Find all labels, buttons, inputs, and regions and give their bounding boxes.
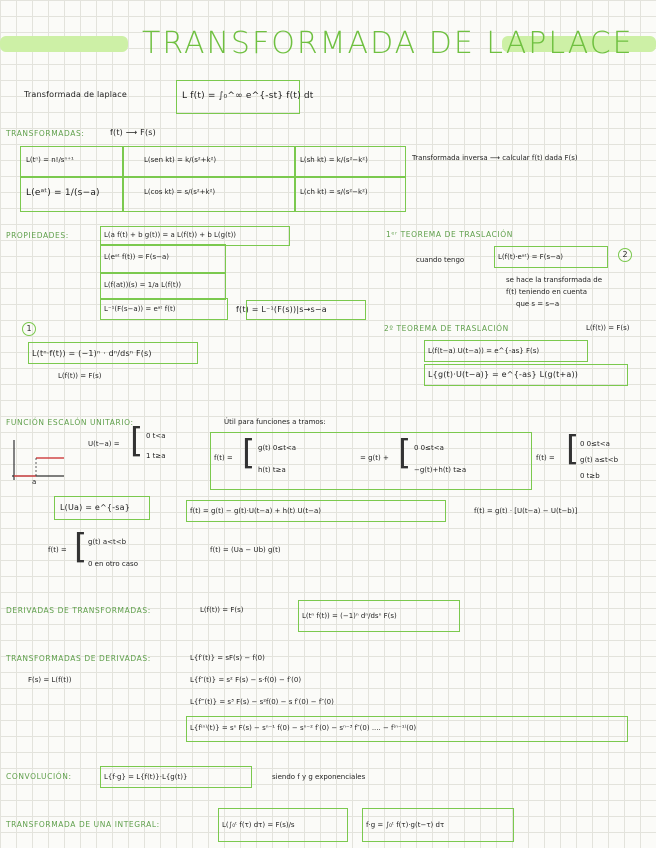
step-short-lhs: f(t) = (48, 546, 67, 554)
step-eq2: = g(t) + (360, 454, 389, 462)
property-result: f(t) = L⁻¹(F(s))|s→s−a (236, 305, 327, 314)
deriv-transf-left: L(f(t)) = F(s) (200, 606, 244, 614)
step-graph (8, 436, 68, 486)
transforms-divider-v1 (122, 146, 124, 212)
step-piece3-row-3: 0 t≥b (580, 472, 600, 480)
deriv-transf-formula: L(tⁿ f(t)) = (−1)ⁿ dⁿ/dsⁿ F(s) (302, 612, 397, 620)
translation1-marker: 2 (618, 248, 632, 262)
step-short-row-2: 0 en otro caso (88, 560, 138, 568)
step-useful: Útil para funciones a tramos: (224, 418, 326, 426)
inverse-note: Transformada inversa ⟶ calcular f(t) dada F(s) (412, 154, 578, 162)
step-piece3-row-1: 0 0≤t<a (580, 440, 610, 448)
translation1-note-2: f(t) teniendo en cuenta (506, 288, 588, 296)
translation1-when: cuando tengo (416, 256, 465, 264)
integral-conv: f·g = ∫₀ᵗ f(τ)·g(t−τ) dτ (366, 821, 445, 829)
step-piece-row-2: h(t) t≥a (258, 466, 286, 474)
translation1-formula: L(f(t)·eᵃᵗ) = F(s−a) (498, 253, 563, 261)
step-piece2-row-1: 0 0≤t<a (414, 444, 444, 452)
step-lap: L(Ua) = e^{-sa} (60, 503, 131, 512)
step-piece3-brace: [ (566, 429, 580, 469)
translation2-header: 2º TEOREMA DE TRASLACIÓN (384, 324, 509, 333)
property-exp: L(eᵃᵗ f(t)) = F(s−a) (104, 253, 169, 261)
step-expr2: f(t) = g(t) · [U(t−a) − U(t−b)] (474, 507, 578, 515)
translation1-note-1: se hace la transformada de (506, 276, 603, 284)
step-piece-row-1: g(t) 0≤t<a (258, 444, 297, 452)
transf-deriv-row-2: L{f″(t)} = s² F(s) − s·f(0) − f′(0) (190, 676, 302, 684)
transforms-divider-h (20, 176, 406, 178)
step-def-row-1: 0 t<a (146, 432, 166, 440)
step-short-row-1: g(t) a<t<b (88, 538, 127, 546)
property-linear: L(a f(t) + b g(t)) = a L(f(t)) + b L(g(t)) (104, 231, 237, 239)
transf-deriv-row-1: L{f′(t)} = sF(s) − f(0) (190, 654, 265, 662)
step-piece3-row-2: g(t) a≤t<b (580, 456, 619, 464)
transform-cell-tn: L(tⁿ) = n!/sⁿ⁺¹ (26, 156, 74, 164)
translation2-f2: L{g(t)·U(t−a)} = e^{-as} L(g(t+a)) (428, 370, 579, 379)
step-short-res: f(t) = (Ua − Ub) g(t) (210, 546, 281, 554)
step-expr: f(t) = g(t) − g(t)·U(t−a) + h(t) U(t−a) (190, 507, 321, 515)
page-title: TRANSFORMADA DE LAPLACE (142, 26, 634, 61)
step-piece2-row-2: −g(t)+h(t) t≥a (414, 466, 467, 474)
convolution-note: siendo f y g exponenciales (272, 773, 366, 781)
intro-formula: L f(t) = ∫₀^∞ e^{-st} f(t) dt (182, 91, 314, 101)
deriv-transf-header: DERIVADAS DE TRANSFORMADAS: (6, 606, 151, 615)
properties-header: PROPIEDADES: (6, 231, 69, 240)
step-def-brace: [ (130, 421, 144, 461)
step-short-brace: [ (74, 527, 88, 567)
property-result-box (246, 300, 366, 320)
transform-cell-exp: L(eᵃᵗ) = 1/(s−a) (26, 188, 100, 198)
step-piece3-lhs: f(t) = (536, 454, 555, 462)
integral-header: TRANSFORMADA DE UNA INTEGRAL: (6, 820, 160, 829)
transf-deriv-row-4: L{f⁽ⁿ⁾(t)} = sⁿ F(s) − sⁿ⁻¹ f(0) − sⁿ⁻² f′(0) − sⁿ⁻³ f″(0) .... − f⁽ⁿ⁻¹⁾(0) (190, 724, 417, 732)
transform-cell-ch: L(ch kt) = s/(s²−k²) (300, 188, 368, 196)
transform-cell-sen: L(sen kt) = k/(s²+k²) (144, 156, 217, 164)
step-def-row-2: 1 t≥a (146, 452, 166, 460)
transform-cell-sh: L(sh kt) = k/(s²−k²) (300, 156, 368, 164)
transforms-arrow: f(t) ⟶ F(s) (110, 128, 156, 137)
property-scale: L(f(at))(s) = 1/a L(f(t)) (104, 281, 182, 289)
transf-deriv-side: F(s) = L(f(t)) (28, 676, 72, 684)
transf-deriv-row-3: L{f‴(t)} = s³ F(s) − s²f(0) − s f′(0) − f″(0) (190, 698, 334, 706)
convolution-header: CONVOLUCIÓN: (6, 772, 72, 781)
transform-cell-cos: L(cos kt) = s/(s²+k²) (144, 188, 216, 196)
step-axis-label: a (32, 478, 37, 486)
step-piece2-brace: [ (398, 433, 412, 473)
step-def-lhs: U(t−a) = (88, 440, 120, 448)
intro-label: Transformada de laplace (24, 90, 128, 99)
integral-formula: L(∫₀ᵗ f(τ) dτ) = F(s)/s (222, 821, 295, 829)
step-header: FUNCIÓN ESCALÓN UNITARIO: (6, 418, 134, 427)
transf-deriv-header: TRANSFORMADAS DE DERIVADAS: (6, 654, 151, 663)
translation2-f1: L(f(t−a) U(t−a)) = e^{-as} F(s) (428, 347, 540, 355)
property-inverse: L⁻¹(F(s−a)) = eᵃᵗ f(t) (104, 305, 176, 313)
step-piece-brace: [ (242, 433, 256, 473)
translation1-note-3: que s = s−a (516, 300, 560, 308)
convolution-formula: L{f·g} = L{f(t)}·L{g(t)} (104, 773, 188, 781)
transforms-divider-v2 (294, 146, 296, 212)
translation1-header: 1ᵉʳ TEOREMA DE TRASLACIÓN (386, 230, 513, 239)
derivative-marker: 1 (22, 322, 36, 336)
translation2-side: L(f(t)) = F(s) (586, 324, 630, 332)
step-piece-lhs: f(t) = (214, 454, 233, 462)
title-highlight-left (0, 36, 128, 52)
derivative-formula: L(tⁿ·f(t)) = (−1)ⁿ · dⁿ/dsⁿ F(s) (32, 349, 152, 358)
transforms-header: TRANSFORMADAS: (6, 129, 85, 138)
derivative-sub: L(f(t)) = F(s) (58, 372, 102, 380)
